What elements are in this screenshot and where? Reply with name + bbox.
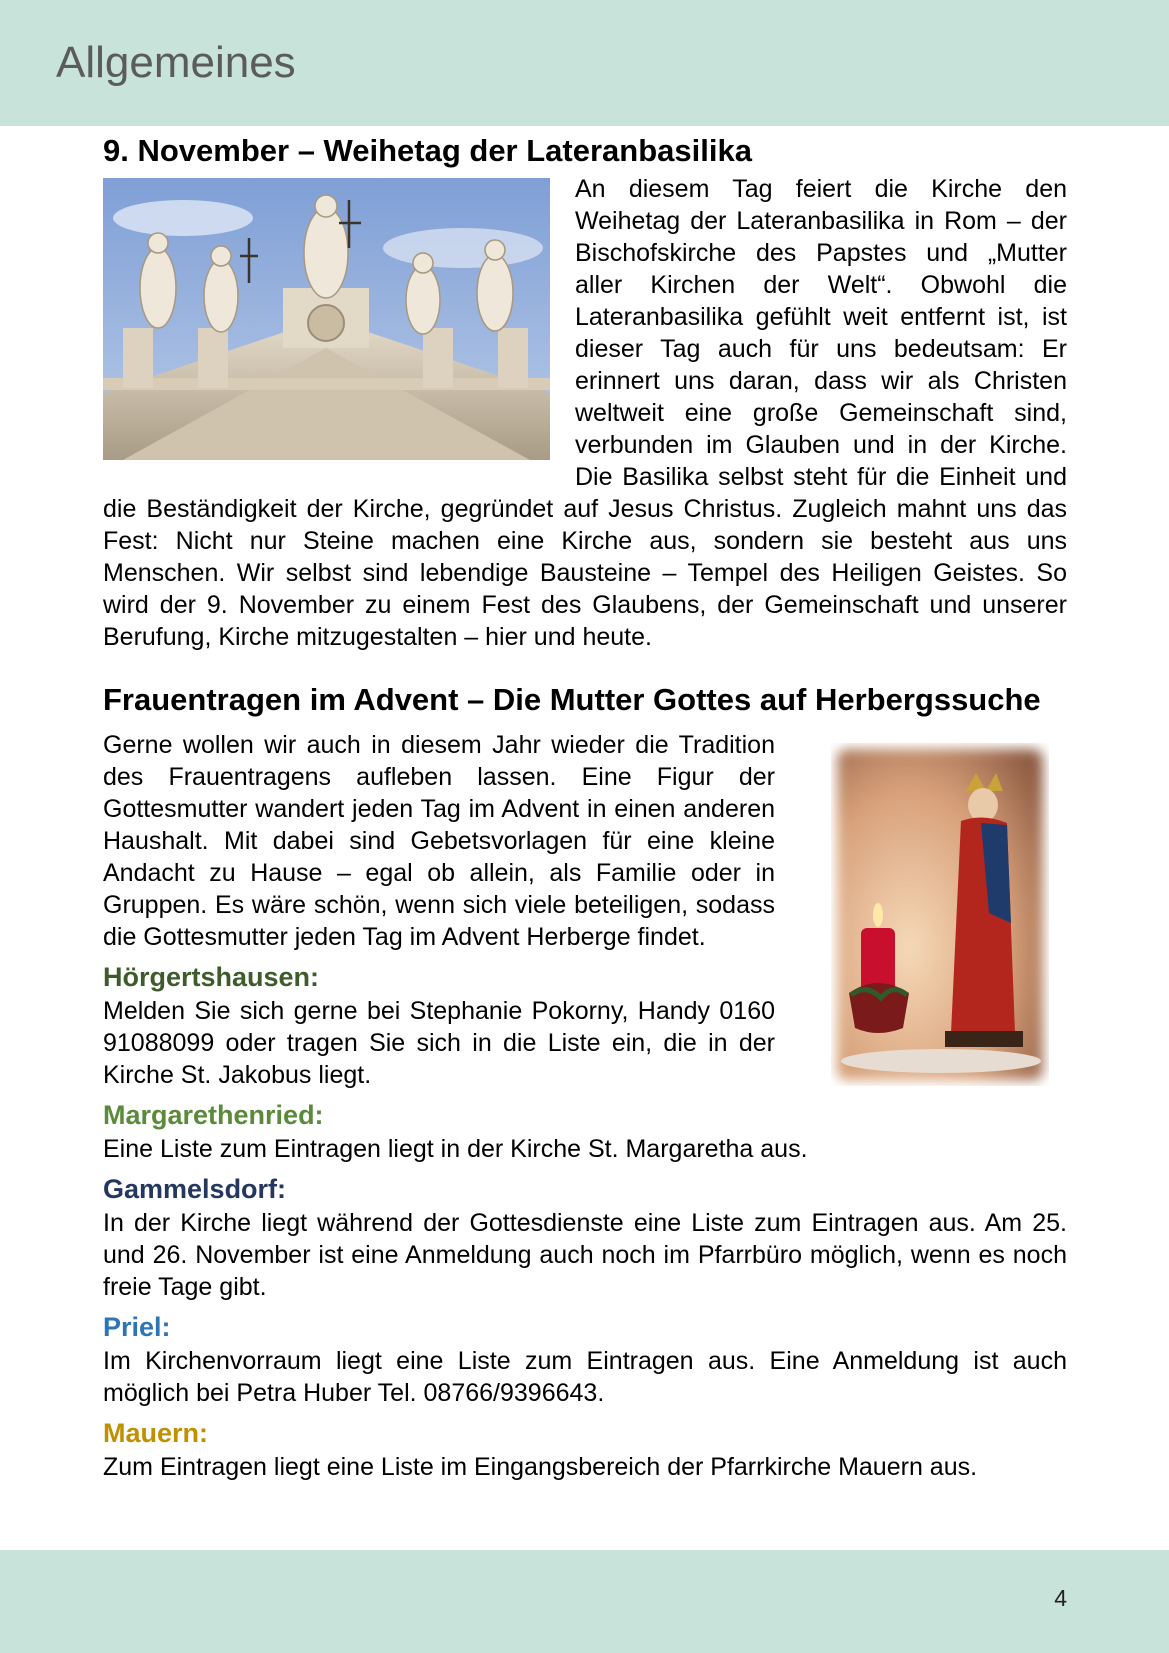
parish-heading-margarethenried: Margarethenried: [103, 1100, 324, 1130]
parish-heading-priel: Priel: [103, 1312, 171, 1342]
parish-heading-hoergertshausen: Hörgertshausen: [103, 962, 320, 992]
page-footer-band [0, 1550, 1169, 1653]
page-header-band [0, 0, 1169, 126]
section-title-lateran: 9. November – Weihetag der Lateranbasilika [103, 133, 752, 168]
parish-heading-mauern: Mauern: [103, 1418, 209, 1448]
madonna-figure-photo [831, 743, 1049, 1086]
lateran-basilica-photo [103, 178, 550, 460]
section-text-lateran: An diesem Tag feiert die Kirche den Weihetag der Lateranbasilika in Rom – der Bischofskirche des Papstes und „Mutter aller Kirchen der Welt“. Obwohl die Lateranbasilika gefühlt weit entfernt ist, ist dieser Tag auch für uns bedeutsam: Er erinnert uns daran, dass wir als Christen weltweit eine große Gemeinschaft sind, verbunden im Glauben und in der Kirche. Die Basilika selbst steht für die Einheit und die Beständigkeit der Kirche, gegründet auf Jesus Christus. Zugleich mahnt uns das Fest: Nicht nur Steine machen eine Kirche aus, sondern sie besteht aus uns Menschen. Wir selbst sind lebendige Bausteine – Tempel des Heiligen Geistes. So wird der 9. November zu einem Fest des Glaubens, der Gemeinschaft und unserer Berufung, Kirche mitzugestalten – hier und heute. [103, 175, 1067, 651]
section-title-frauentragen: Frauentragen im Advent – Die Mutter Gottes auf Herbergssuche [103, 682, 1041, 717]
parish-text-mauern: Zum Eintragen liegt eine Liste im Eingangsbereich der Pfarrkirche Mauern aus. [103, 1453, 978, 1481]
section-intro-frauentragen: Gerne wollen wir auch in diesem Jahr wieder die Tradition des Frauentragens aufleben lassen. Eine Figur der Gottesmutter wandert jeden Tag im Advent in einen anderen Haushalt. Mit dabei sind Gebetsvorlagen für eine kleine Andacht zu Hause – egal ob allein, als Familie oder in Gruppen. Es wäre schön, wenn sich viele beteiligen, sodass die Gottesmutter jeden Tag im Advent Herberge findet. [103, 731, 775, 951]
parish-text-margarethenried: Eine Liste zum Eintragen liegt in der Kirche St. Margaretha aus. [103, 1135, 808, 1163]
parish-text-hoergertshausen: Melden Sie sich gerne bei Stephanie Pokorny, Handy 0160 91088099 oder tragen Sie sich in die Liste ein, die in der Kirche St. Jakobus liegt. [103, 997, 775, 1089]
page-header-title: Allgemeines [56, 38, 296, 87]
parish-text-gammelsdorf: In der Kirche liegt während der Gottesdienste eine Liste zum Eintragen aus. Am 25. und 26. November ist eine Anmeldung auch noch im Pfarrbüro möglich, wenn es noch freie Tage gibt. [103, 1209, 1067, 1301]
page-number: 4 [1054, 1585, 1067, 1611]
parish-heading-gammelsdorf: Gammelsdorf: [103, 1174, 287, 1204]
parish-text-priel: Im Kirchenvorraum liegt eine Liste zum Eintragen aus. Eine Anmeldung ist auch möglich bei Petra Huber Tel. 08766/9396643. [103, 1347, 1067, 1407]
page-content [103, 128, 1067, 1483]
